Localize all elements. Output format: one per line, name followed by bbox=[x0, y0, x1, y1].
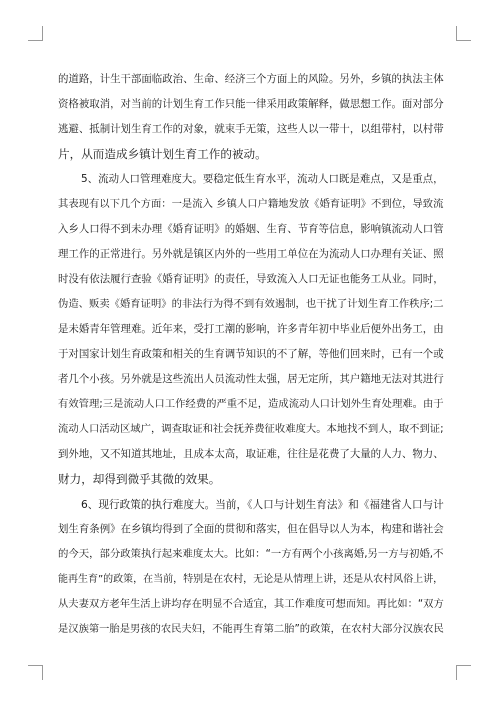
text-line: 能再生育”的政策，在当前，特别是在农村，无论是从情理上讲，还是从农村风俗上讲， bbox=[58, 574, 444, 585]
text-line: 逃避、抵制计划生育工作的对象，就束手无策，这些人以一带十，以组带村，以村带 bbox=[58, 123, 444, 135]
text-line: 流动人口活动区域广，调查取证和社会抚养费征收难度大。本地找不到人，取不到证; bbox=[58, 423, 444, 435]
text-line: 划生育条例》在乡镇均得到了全面的贯彻和落实，但在倡导以人为本，构建和谐社会 bbox=[58, 523, 444, 535]
text-line: 到外地，又不知道其地址，且成本太高，取证难，往往是花费了大量的人力、物力、 bbox=[58, 448, 444, 460]
text-line: 理工作的正常进行。另外就是镇区内外的一些用工单位在为流动人口办理有关证、照 bbox=[58, 248, 444, 260]
crop-mark-top-right bbox=[456, 26, 471, 41]
crop-mark-bottom-left bbox=[28, 665, 43, 680]
text-line: 于对国家计划生育政策和相关的生育调节知识的不了解，等他们回来时，已有一个或 bbox=[58, 348, 444, 360]
text-line: 时没有依法履行查验《婚育证明》的责任，导致流入人口无证也能务工从业。同时， bbox=[58, 273, 444, 285]
text-line: 伪造、贩卖《婚育证明》的非法行为得不到有效遏制，也干扰了计划生育工作秩序;二 bbox=[58, 298, 444, 310]
text-line: 6、现行政策的执行难度大。当前，《人口与计划生育法》和《福建省人口与计 bbox=[81, 498, 444, 511]
body-text bbox=[58, 67, 446, 642]
text-line: 片，从而造成乡镇计划生育工作的被动。 bbox=[58, 147, 267, 161]
text-line: 的今天，部分政策执行起来难度太大。比如：“一方有两个小孩离婚,另一方与初婚,不 bbox=[58, 548, 444, 560]
text-line: 有效管理;三是流动人口工作经费的严重不足，造成流动人口计划外生育处理难。由于 bbox=[58, 398, 444, 410]
text-line: 的道路，计生干部面临政治、生命、经济三个方面上的风险。另外，乡镇的执法主体 bbox=[58, 73, 444, 85]
text-line: 财力，却得到微乎其微的效果。 bbox=[58, 472, 221, 486]
text-line: 其表现有以下几个方面：一是流入 乡镇人口户籍地发放《婚育证明》不到位，导致流 bbox=[58, 198, 444, 210]
crop-mark-top-left bbox=[28, 26, 43, 41]
text-line: 从夫妻双方老年生活上讲均存在明显不合适宜，其工作难度可想而知。再比如：“双方 bbox=[58, 598, 444, 610]
text-line: 5、流动人口管理难度大。要稳定低生育水平，流动人口既是难点，又是重点， bbox=[81, 173, 444, 185]
text-line: 者几个小孩。另外就是这些流出人员流动性太强，居无定所，其户籍地无法对其进行 bbox=[58, 373, 444, 385]
text-line: 是汉族第一胎是男孩的农民夫妇，不能再生育第二胎”的政策，在农村大部分汉族农民 bbox=[58, 623, 444, 635]
text-line: 是未婚青年管理难。近年来，受打工潮的影响，许多青年初中毕业后便外出务工，由 bbox=[58, 323, 444, 335]
text-line: 入乡人口得不到未办理《婚育证明》的婚姻、生育、节育等信息，影响镇流动人口管 bbox=[58, 223, 444, 235]
text-line: 资格被取消，对当前的计划生育工作只能一律采用政策解释，做思想工作。面对部分 bbox=[58, 98, 444, 110]
crop-mark-bottom-right bbox=[456, 665, 471, 680]
